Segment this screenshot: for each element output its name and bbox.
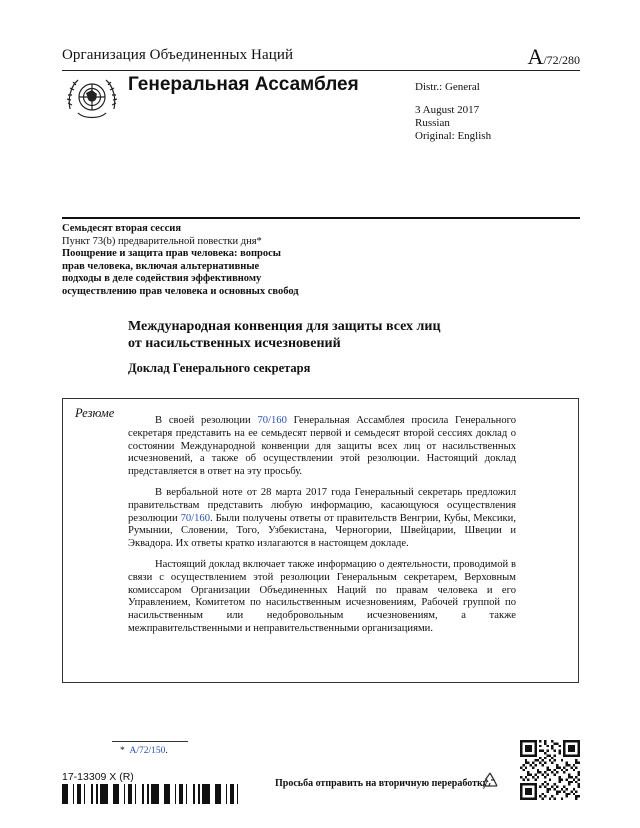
- document-date: 3 August 2017: [415, 104, 480, 116]
- footnote-link[interactable]: A/72/150: [129, 746, 166, 756]
- document-meta: [415, 104, 491, 143]
- resolution-link[interactable]: 70/160: [257, 415, 287, 426]
- header-rule: [62, 70, 580, 71]
- original-language: Original: English: [415, 130, 492, 142]
- agenda-line: подходы в деле содействия эффективному: [62, 273, 262, 285]
- un-emblem-icon: [64, 75, 120, 123]
- assembly-title: Генеральная Ассамблея: [128, 74, 359, 95]
- text-run: В своей резолюции: [155, 415, 258, 426]
- footnote: [120, 746, 168, 756]
- text-run: . Были получены ответы от правительств Венгрии, Кубы, Мексики, Румынии, Словении, Того, Узбекистана, Черногории, Швейцарии, Швеции и Эквадора. Их ответы кратко излагаются в настоящем докладе.: [128, 512, 517, 550]
- recycle-note: Просьба отправить на вторичную переработку: [275, 778, 488, 789]
- distribution: Distr.: General: [415, 81, 480, 93]
- resolution-link[interactable]: 70/160: [180, 512, 210, 524]
- barcode-icon: [62, 784, 238, 804]
- footnote-end: .: [165, 746, 168, 756]
- agenda-line: осуществлению прав человека и основных свобод: [62, 285, 299, 297]
- recycle-icon: [480, 771, 500, 791]
- organization-name: Организация Объединенных Наций: [62, 47, 294, 63]
- document-symbol: [527, 44, 580, 70]
- job-number: 17-13309 X (R): [62, 771, 134, 783]
- symbol-rest: /72/280: [543, 53, 580, 67]
- footnote-mark: *: [120, 746, 125, 756]
- agenda-line: прав человека, включая альтернативные: [62, 260, 260, 272]
- summary-paragraph: [128, 415, 516, 479]
- title-line: от насильственных исчезновений: [128, 336, 341, 351]
- footnote-rule: [112, 741, 188, 742]
- summary-paragraph: Настоящий доклад включает также информацию о деятельности, проводимой в связи с осуществлением этой резолюции Генеральным секретарем, Верховным комиссаром Организации Объединенных Наций по правам человека и его Управлением, Комитетом по насильственным исчезновениям, Рабочей группой по насильственным или недобровольным исчезновениям, а также межправительственными и неправительственными организациями.: [128, 558, 516, 634]
- session-block: [62, 223, 322, 299]
- text-run: Генеральная Ассамблея просила Генерального секретаря представить на ее семьдесят первой и семьдесят второй сессиях доклад о состоянии Международной конвенции для защиты всех лиц от насильственных исчезновений, а также об осуществлении этой резолюции. Настоящий доклад представляется в ответ на эту просьбу.: [128, 415, 516, 478]
- summary-heading: Резюме: [75, 406, 115, 420]
- agenda-line: Поощрение и защита прав человека: вопросы: [62, 248, 281, 260]
- title-line: Международная конвенция для защиты всех лиц: [128, 319, 441, 334]
- document-language: Russian: [415, 117, 450, 129]
- report-author: Доклад Генерального секретаря: [128, 361, 311, 375]
- agenda-item: Пункт 73(b) предварительной повестки дня*: [62, 235, 262, 247]
- summary-paragraph: [128, 487, 516, 551]
- document-title: [128, 318, 441, 352]
- session-title: Семьдесят вторая сессия: [62, 223, 182, 234]
- symbol-prefix: A: [527, 44, 544, 69]
- summary-text: [128, 415, 516, 644]
- section-rule: [62, 217, 580, 219]
- qr-code-icon: [520, 740, 580, 800]
- text-run: В вербальной ноте от 28 марта 2017 года Генеральный секретарь предложил правительствам представить любую информацию, касающуюся осуществления резолюции: [128, 486, 516, 524]
